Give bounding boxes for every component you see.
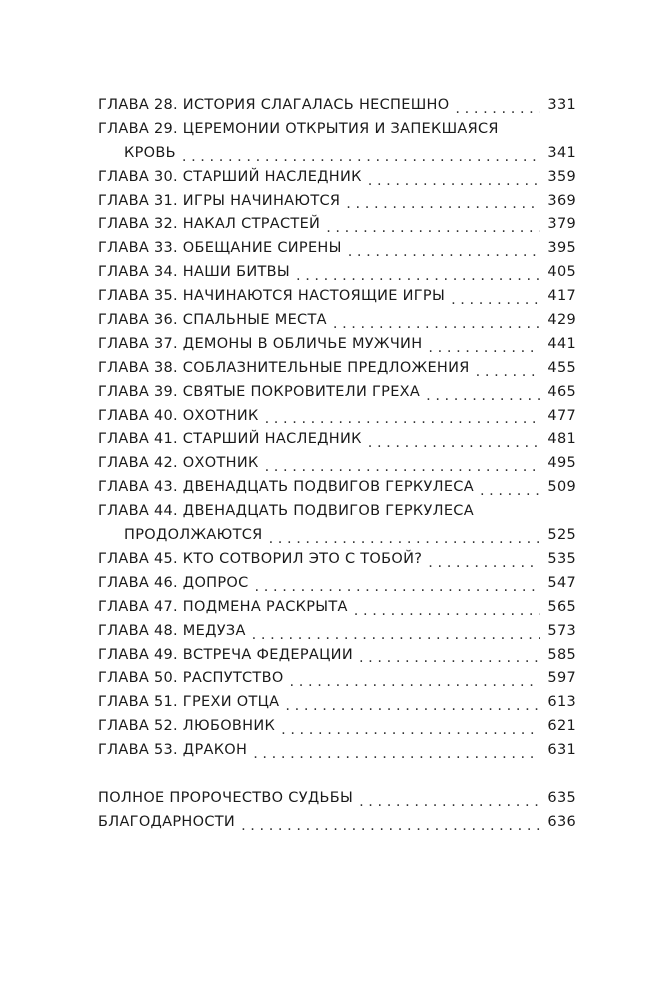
toc-entry-title: ГЛАВА 53. ДРАКОН: [98, 742, 248, 759]
toc-entry-title-continuation: ПРОДОЛЖАЮТСЯ: [124, 527, 263, 544]
dot-leader: [182, 152, 540, 162]
toc-entry-page-number: 341: [547, 144, 576, 161]
toc-entry[interactable]: [98, 691, 576, 715]
dot-leader: [451, 295, 540, 305]
dot-leader: [428, 558, 540, 568]
toc-entry[interactable]: [98, 548, 576, 572]
chapter-list: [98, 94, 576, 763]
toc-entry-page-number: 597: [547, 670, 576, 687]
dot-leader: [255, 582, 540, 592]
dot-leader: [269, 534, 540, 544]
toc-entry-title: ГЛАВА 35. НАЧИНАЮТСЯ НАСТОЯЩИЕ ИГРЫ: [98, 288, 446, 305]
toc-entry[interactable]: [98, 333, 576, 357]
toc-entry-page-number: 481: [547, 431, 576, 448]
toc-entry-page-number: 525: [547, 527, 576, 544]
toc-entry[interactable]: [98, 118, 576, 166]
dot-leader: [368, 438, 540, 448]
toc-entry-page-number: 369: [547, 192, 576, 209]
toc-entry[interactable]: [98, 381, 576, 405]
toc-entry-page-number: 621: [547, 718, 576, 735]
toc-entry[interactable]: [98, 285, 576, 309]
toc-entry-title: ГЛАВА 34. НАШИ БИТВЫ: [98, 264, 290, 281]
dot-leader: [368, 176, 540, 186]
dot-leader: [348, 247, 540, 257]
toc-entry[interactable]: [98, 500, 576, 548]
toc-entry-page-number: 573: [547, 622, 576, 639]
toc-entry-title: ГЛАВА 44. ДВЕНАДЦАТЬ ПОДВИГОВ ГЕРКУЛЕСА: [98, 503, 474, 520]
toc-entry-title: ГЛАВА 37. ДЕМОНЫ В ОБЛИЧЬЕ МУЖЧИН: [98, 335, 423, 352]
toc-entry-title: ГЛАВА 42. ОХОТНИК: [98, 455, 259, 472]
dot-leader: [265, 414, 540, 424]
toc-entry-page-number: 477: [547, 407, 576, 424]
toc-entry[interactable]: [98, 452, 576, 476]
toc-entry-title: ГЛАВА 51. ГРЕХИ ОТЦА: [98, 694, 280, 711]
table-of-contents: [98, 94, 576, 835]
toc-entry[interactable]: [98, 357, 576, 381]
toc-entry[interactable]: [98, 739, 576, 763]
toc-entry-title: ГЛАВА 30. СТАРШИЙ НАСЛЕДНИК: [98, 168, 362, 185]
toc-entry[interactable]: [98, 572, 576, 596]
toc-entry-title: ГЛАВА 47. ПОДМЕНА РАСКРЫТА: [98, 598, 348, 615]
toc-entry[interactable]: [98, 811, 576, 835]
dot-leader: [359, 797, 540, 807]
toc-entry-title: ГЛАВА 32. НАКАЛ СТРАСТЕЙ: [98, 216, 321, 233]
toc-entry[interactable]: [98, 309, 576, 333]
dot-leader: [354, 606, 540, 616]
dot-leader: [281, 725, 540, 735]
toc-entry-title: БЛАГОДАРНОСТИ: [98, 813, 236, 830]
dot-leader: [285, 701, 540, 711]
toc-entry-page-number: 441: [547, 335, 576, 352]
toc-entry[interactable]: [98, 596, 576, 620]
toc-entry-title: ГЛАВА 33. ОБЕЩАНИЕ СИРЕНЫ: [98, 240, 342, 257]
toc-entry[interactable]: [98, 261, 576, 285]
toc-entry-page-number: 395: [547, 240, 576, 257]
toc-entry-title-continuation: КРОВЬ: [124, 144, 176, 161]
toc-entry-title: ГЛАВА 52. ЛЮБОВНИК: [98, 718, 276, 735]
dot-leader: [480, 486, 540, 496]
toc-entry-page-number: 635: [547, 789, 576, 806]
toc-entry-title: ГЛАВА 43. ДВЕНАДЦАТЬ ПОДВИГОВ ГЕРКУЛЕСА: [98, 479, 474, 496]
appendix-list: [98, 787, 576, 835]
dot-leader: [359, 653, 540, 663]
toc-entry-page-number: 613: [547, 694, 576, 711]
toc-entry-title: ГЛАВА 48. МЕДУЗА: [98, 622, 246, 639]
toc-entry-page-number: 405: [547, 264, 576, 281]
toc-entry-title: ГЛАВА 45. КТО СОТВОРИЛ ЭТО С ТОБОЙ?: [98, 550, 423, 567]
toc-entry-page-number: 509: [547, 479, 576, 496]
dot-leader: [476, 367, 540, 377]
toc-entry[interactable]: [98, 237, 576, 261]
section-gap: [98, 763, 576, 787]
dot-leader: [326, 223, 540, 233]
dot-leader: [265, 462, 540, 472]
toc-entry-page-number: 455: [547, 359, 576, 376]
toc-entry-page-number: 585: [547, 646, 576, 663]
toc-entry[interactable]: [98, 213, 576, 237]
toc-entry-page-number: 417: [547, 288, 576, 305]
toc-entry-title: ГЛАВА 50. РАСПУТСТВО: [98, 670, 284, 687]
toc-entry-title: ГЛАВА 49. ВСТРЕЧА ФЕДЕРАЦИИ: [98, 646, 353, 663]
toc-entry-page-number: 495: [547, 455, 576, 472]
toc-entry[interactable]: [98, 190, 576, 214]
dot-leader: [253, 749, 540, 759]
toc-entry-page-number: 379: [547, 216, 576, 233]
toc-entry[interactable]: [98, 787, 576, 811]
toc-entry-page-number: 331: [547, 96, 576, 113]
toc-entry-title: ГЛАВА 46. ДОПРОС: [98, 574, 249, 591]
toc-entry-page-number: 547: [547, 574, 576, 591]
toc-entry[interactable]: [98, 644, 576, 668]
toc-entry-page-number: 465: [547, 383, 576, 400]
toc-entry[interactable]: [98, 94, 576, 118]
toc-entry[interactable]: [98, 428, 576, 452]
toc-entry[interactable]: [98, 715, 576, 739]
toc-entry-title: ГЛАВА 29. ЦЕРЕМОНИИ ОТКРЫТИЯ И ЗАПЕКШАЯСЯ: [98, 120, 499, 137]
toc-entry-title: ГЛАВА 28. ИСТОРИЯ СЛАГАЛАСЬ НЕСПЕШНО: [98, 96, 450, 113]
toc-entry-title: ГЛАВА 39. СВЯТЫЕ ПОКРОВИТЕЛИ ГРЕХА: [98, 383, 421, 400]
dot-leader: [333, 319, 540, 329]
dot-leader: [252, 630, 540, 640]
toc-entry-title: ГЛАВА 36. СПАЛЬНЫЕ МЕСТА: [98, 312, 327, 329]
toc-entry-title: ГЛАВА 40. ОХОТНИК: [98, 407, 259, 424]
dot-leader: [346, 199, 540, 209]
toc-entry-page-number: 429: [547, 312, 576, 329]
dot-leader: [241, 821, 540, 831]
toc-entry-page-number: 636: [547, 813, 576, 830]
dot-leader: [428, 343, 540, 353]
toc-entry[interactable]: [98, 667, 576, 691]
toc-entry-page-number: 535: [547, 550, 576, 567]
dot-leader: [426, 391, 540, 401]
toc-entry[interactable]: [98, 476, 576, 500]
dot-leader: [455, 104, 540, 114]
toc-entry[interactable]: [98, 405, 576, 429]
toc-entry[interactable]: [98, 166, 576, 190]
toc-entry-page-number: 359: [547, 168, 576, 185]
toc-entry-page-number: 565: [547, 598, 576, 615]
toc-entry-title: ПОЛНОЕ ПРОРОЧЕСТВО СУДЬБЫ: [98, 789, 354, 806]
toc-entry-title: ГЛАВА 41. СТАРШИЙ НАСЛЕДНИК: [98, 431, 362, 448]
dot-leader: [290, 677, 540, 687]
toc-entry[interactable]: [98, 620, 576, 644]
toc-entry-title: ГЛАВА 38. СОБЛАЗНИТЕЛЬНЫЕ ПРЕДЛОЖЕНИЯ: [98, 359, 470, 376]
toc-entry-title: ГЛАВА 31. ИГРЫ НАЧИНАЮТСЯ: [98, 192, 341, 209]
toc-entry-page-number: 631: [547, 742, 576, 759]
dot-leader: [296, 271, 540, 281]
